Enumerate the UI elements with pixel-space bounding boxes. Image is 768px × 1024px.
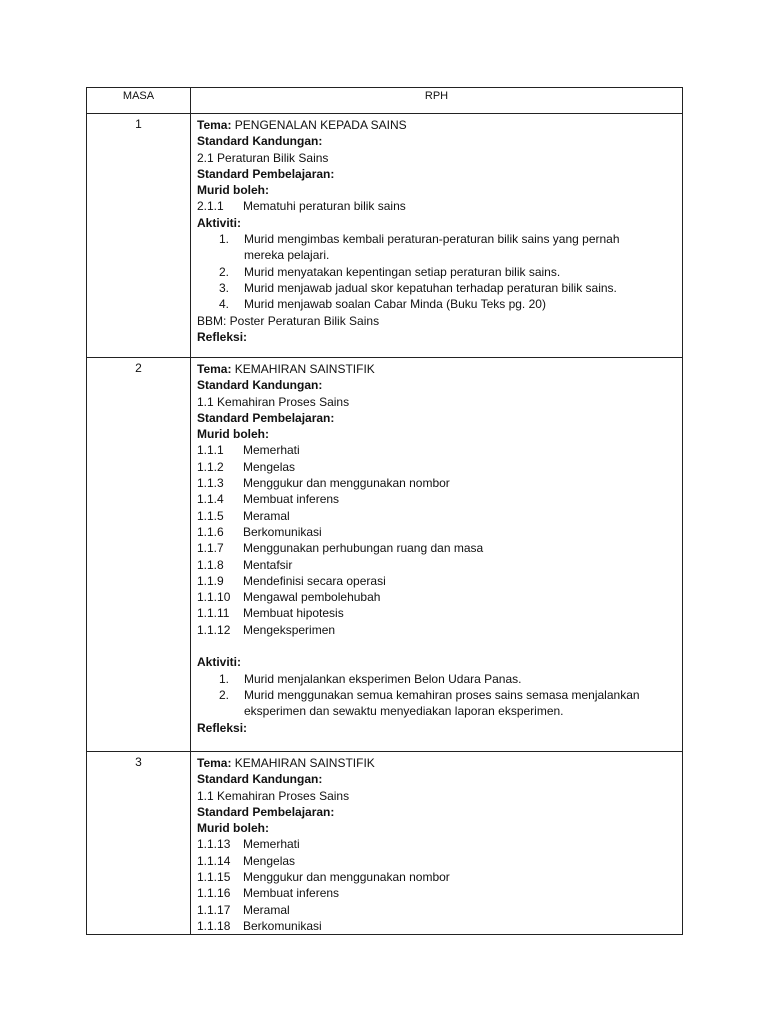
rph-cell	[191, 358, 683, 752]
list-item: 1.1.16 Membuat inferens	[197, 886, 340, 901]
rph-cell	[191, 752, 683, 935]
list-item: 1.1.12 Mengeksperimen	[197, 622, 336, 637]
list-item-continuation: eksperimen dan sewaktu menyediakan laporan eksperimen.	[244, 704, 564, 719]
standard-pembelajaran-label: Standard Pembelajaran:	[197, 166, 335, 181]
standard-kandungan-value: 1.1 Kemahiran Proses Sains	[197, 394, 350, 409]
bbm-line: BBM: Poster Peraturan Bilik Sains	[197, 313, 380, 328]
standard-kandungan-value: 1.1 Kemahiran Proses Sains	[197, 788, 350, 803]
murid-boleh-label: Murid boleh:	[197, 183, 269, 198]
header-masa: MASA	[87, 88, 191, 114]
masa-cell: 1	[87, 114, 191, 358]
standard-pembelajaran-label: Standard Pembelajaran:	[197, 410, 335, 425]
list-item: 3. Murid menjawab jadual skor kepatuhan terhadap peraturan bilik sains.	[219, 280, 617, 295]
list-item: 1.1.6 Berkomunikasi	[197, 524, 322, 539]
aktiviti-label: Aktiviti:	[197, 655, 242, 670]
list-item: 1.1.14 Mengelas	[197, 853, 296, 868]
list-item: 1.1.17 Meramal	[197, 902, 290, 917]
list-item: 2.1.1 Mematuhi peraturan bilik sains	[197, 199, 406, 214]
standard-kandungan-label: Standard Kandungan:	[197, 772, 323, 787]
standard-kandungan-label: Standard Kandungan:	[197, 134, 323, 149]
refleksi-label: Refleksi:	[197, 720, 248, 735]
refleksi-label: Refleksi:	[197, 329, 248, 344]
standard-pembelajaran-label: Standard Pembelajaran:	[197, 804, 335, 819]
aktiviti-list	[197, 231, 676, 312]
list-item: 1.1.18 Berkomunikasi	[197, 918, 322, 933]
list-item-continuation: mereka pelajari.	[244, 248, 330, 263]
table-header-row	[87, 88, 683, 114]
aktiviti-label: Aktiviti:	[197, 215, 242, 230]
list-item: 1.1.2 Mengelas	[197, 459, 296, 474]
list-item: 4. Murid menjawab soalan Cabar Minda (Buku Teks pg. 20)	[219, 297, 546, 312]
tema-line: Tema: KEMAHIRAN SAINSTIFIK	[197, 362, 375, 376]
list-item: 1.1.11 Membuat hipotesis	[197, 606, 344, 621]
list-item: 2. Murid menyatakan kepentingan setiap peraturan bilik sains.	[219, 264, 561, 279]
standard-kandungan-label: Standard Kandungan:	[197, 378, 323, 393]
list-item: 1.1.9 Mendefinisi secara operasi	[197, 573, 386, 588]
list-item: 1.1.7 Menggunakan perhubungan ruang dan masa	[197, 541, 484, 556]
standard-kandungan-value: 2.1 Peraturan Bilik Sains	[197, 150, 329, 165]
list-item: 1.1.5 Meramal	[197, 508, 290, 523]
table-row	[87, 752, 683, 935]
list-item: 1. Murid mengimbas kembali peraturan-peraturan bilik sains yang pernah	[219, 232, 620, 247]
list-item: 1.1.10 Mengawal pembolehubah	[197, 590, 381, 605]
list-item: 1.1.4 Membuat inferens	[197, 492, 340, 507]
table-row	[87, 358, 683, 752]
tema-line: Tema: PENGENALAN KEPADA SAINS	[197, 118, 407, 132]
list-item: 1.1.8 Mentafsir	[197, 557, 293, 572]
list-item: 1.1.3 Menggukur dan menggunakan nombor	[197, 476, 450, 491]
header-rph: RPH	[191, 88, 683, 114]
list-item: 1. Murid menjalankan eksperimen Belon Udara Panas.	[219, 671, 522, 686]
rph-cell	[191, 114, 683, 358]
aktiviti-list	[197, 671, 676, 720]
list-item: 1.1.13 Memerhati	[197, 837, 300, 852]
masa-cell: 3	[87, 752, 191, 935]
spacer	[197, 638, 676, 654]
rph-table	[86, 87, 683, 935]
murid-boleh-label: Murid boleh:	[197, 427, 269, 442]
list-item: 1.1.1 Memerhati	[197, 443, 300, 458]
murid-boleh-label: Murid boleh:	[197, 821, 269, 836]
table-row	[87, 114, 683, 358]
list-item: 1.1.15 Menggukur dan menggunakan nombor	[197, 870, 450, 885]
masa-cell: 2	[87, 358, 191, 752]
tema-line: Tema: KEMAHIRAN SAINSTIFIK	[197, 756, 375, 770]
list-item: 2. Murid menggunakan semua kemahiran proses sains semasa menjalankan	[219, 687, 640, 702]
